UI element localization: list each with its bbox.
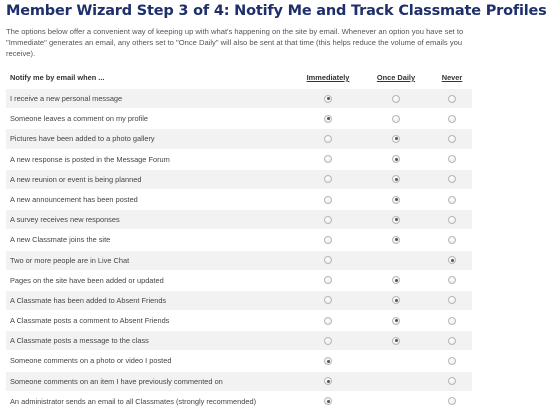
radio-once-daily[interactable] <box>392 296 400 304</box>
header-label: Notify me by email when ... <box>10 73 105 82</box>
column-immediately: Immediately <box>306 73 350 82</box>
row-label: An administrator sends an email to all Classmates (strongly recommended) <box>10 396 257 406</box>
table-body <box>6 89 472 412</box>
table-row <box>6 291 472 311</box>
table-row <box>6 129 472 149</box>
radio-once-daily[interactable] <box>392 135 400 143</box>
notification-table <box>6 67 472 412</box>
table-row <box>6 251 472 271</box>
row-label: A survey receives new responses <box>10 215 120 225</box>
radio-once-daily[interactable] <box>392 236 400 244</box>
radio-never[interactable] <box>448 296 456 304</box>
radio-once-daily[interactable] <box>392 175 400 183</box>
radio-immediately[interactable] <box>324 115 332 123</box>
radio-immediately[interactable] <box>324 135 332 143</box>
row-label: A new announcement has been posted <box>10 194 138 204</box>
table-row <box>6 392 472 412</box>
radio-immediately[interactable] <box>324 296 332 304</box>
radio-immediately[interactable] <box>324 337 332 345</box>
page-title: Member Wizard Step 3 of 4: Notify Me and Track Classmate Profiles <box>6 3 547 19</box>
row-label: I receive a new personal message <box>10 94 123 103</box>
intro-text: The options below offer a convenient way of keeping up with what's happening on the site by email. Whenever an option you have set to "Immediate" generates an email, any others set to "Once Daily" will also be sent at that time (this helps reduce the volume of emails you receive). <box>6 27 464 58</box>
row-label: Someone comments on a photo or video I posted <box>10 356 172 366</box>
radio-never[interactable] <box>448 337 456 345</box>
radio-immediately[interactable] <box>324 276 332 284</box>
row-label: A Classmate has been added to Absent Friends <box>10 295 167 305</box>
row-label: A new reunion or event is being planned <box>10 174 142 184</box>
row-label: A new response is posted in the Message Forum <box>10 154 170 164</box>
radio-never[interactable] <box>448 357 456 365</box>
radio-never[interactable] <box>448 276 456 284</box>
radio-never[interactable] <box>448 135 456 143</box>
row-label: Two or more people are in Live Chat <box>10 255 130 265</box>
table-row <box>6 372 472 392</box>
radio-never[interactable] <box>448 216 456 224</box>
table-row <box>6 271 472 291</box>
radio-immediately[interactable] <box>324 397 332 405</box>
radio-immediately[interactable] <box>324 196 332 204</box>
radio-immediately[interactable] <box>324 175 332 183</box>
radio-never[interactable] <box>448 236 456 244</box>
radio-once-daily[interactable] <box>392 155 400 163</box>
radio-immediately[interactable] <box>324 216 332 224</box>
table-row <box>6 351 472 371</box>
radio-once-daily[interactable] <box>392 95 400 103</box>
table-row <box>6 230 472 250</box>
table-row <box>6 190 472 210</box>
radio-never[interactable] <box>448 175 456 183</box>
row-label: Someone leaves a comment on my profile <box>10 114 149 124</box>
radio-immediately[interactable] <box>324 256 332 264</box>
radio-immediately[interactable] <box>324 95 332 103</box>
radio-never[interactable] <box>448 256 456 264</box>
table-row <box>6 170 472 190</box>
row-label: Pages on the site have been added or updated <box>10 275 164 285</box>
radio-immediately[interactable] <box>324 155 332 163</box>
table-row <box>6 210 472 230</box>
radio-immediately[interactable] <box>324 377 332 385</box>
radio-immediately[interactable] <box>324 317 332 325</box>
radio-immediately[interactable] <box>324 357 332 365</box>
row-label: Pictures have been added to a photo gallery <box>10 134 155 144</box>
table-row <box>6 150 472 170</box>
radio-once-daily[interactable] <box>392 317 400 325</box>
radio-once-daily[interactable] <box>392 276 400 284</box>
radio-never[interactable] <box>448 196 456 204</box>
table-row <box>6 109 472 129</box>
radio-once-daily[interactable] <box>392 196 400 204</box>
row-label: A Classmate posts a message to the class <box>10 336 149 346</box>
radio-once-daily[interactable] <box>392 216 400 224</box>
table-row <box>6 89 472 109</box>
radio-never[interactable] <box>448 317 456 325</box>
table-header <box>6 67 472 89</box>
radio-never[interactable] <box>448 115 456 123</box>
row-label: A new Classmate joins the site <box>10 235 111 245</box>
radio-once-daily[interactable] <box>392 115 400 123</box>
radio-never[interactable] <box>448 397 456 405</box>
radio-never[interactable] <box>448 377 456 385</box>
radio-immediately[interactable] <box>324 236 332 244</box>
table-row <box>6 331 472 351</box>
row-label: Someone comments on an item I have previously commented on <box>10 376 223 386</box>
column-once-daily: Once Daily <box>376 73 416 82</box>
column-never: Never <box>441 73 463 82</box>
radio-once-daily[interactable] <box>392 337 400 345</box>
radio-never[interactable] <box>448 155 456 163</box>
table-row <box>6 311 472 331</box>
row-label: A Classmate posts a comment to Absent Friends <box>10 316 170 326</box>
radio-never[interactable] <box>448 95 456 103</box>
